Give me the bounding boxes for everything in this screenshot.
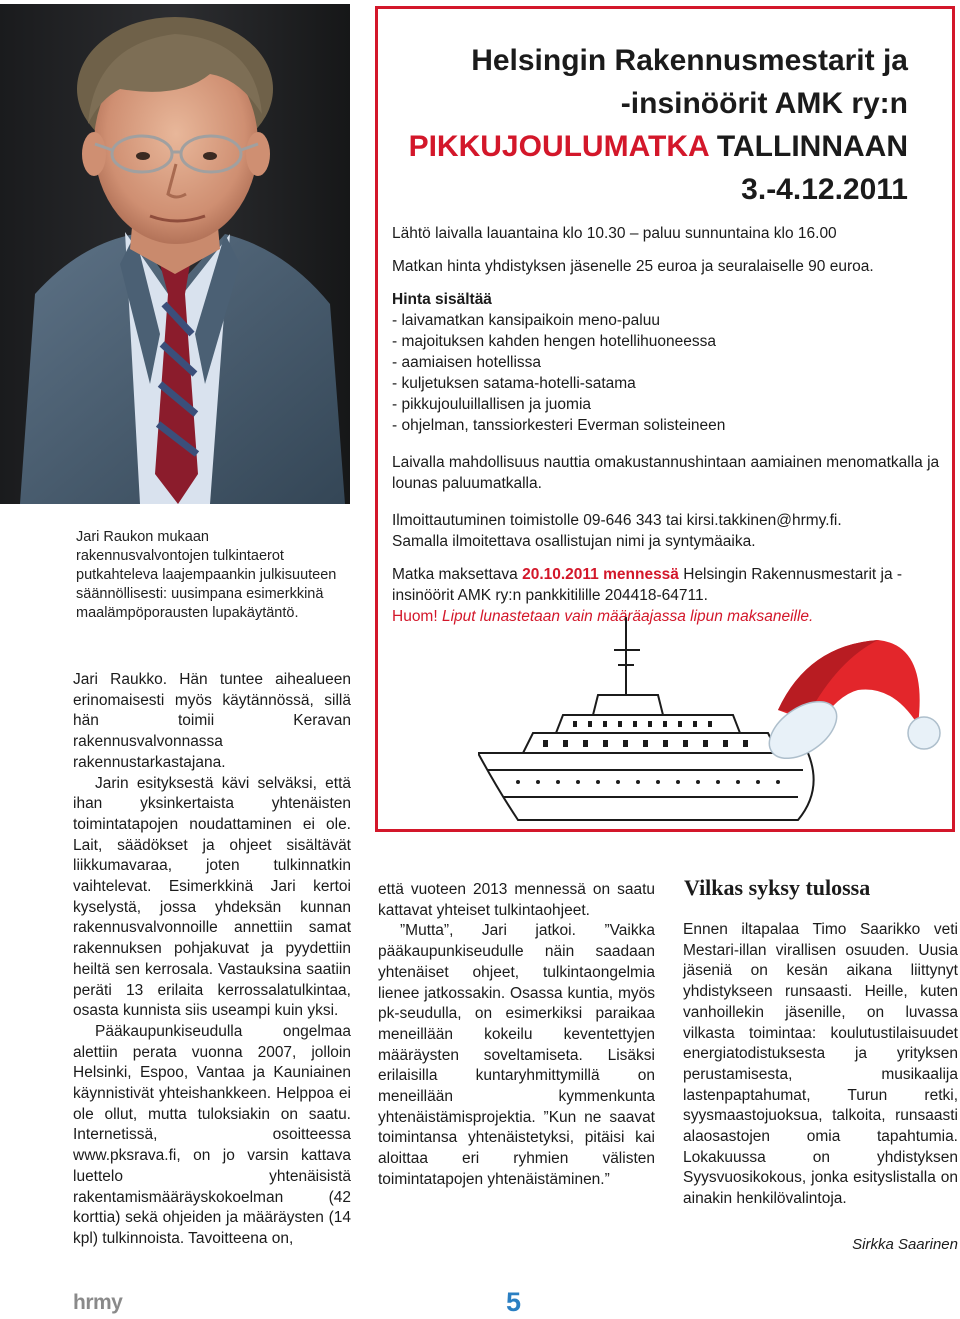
hrmy-logo: hrmy	[73, 1291, 123, 1314]
paragraph: Ennen iltapalaa Timo Saarikko veti Mestari-illan virallisen osuuden. Uusia jäseniä on kesän aikana liittynyt yhdistykseen runsaasti. Heille, kuten vanhoillekin jäsenille, on luvassa vilkasta toimintaa: koulutustilaisuudet energiatodistuksesta ja yrityksen perustamisesta, musikaalija lastenpaptahumat, Turun retki, syysmaastojuoksua, talkoita, runsaasti alaosastojen omia tapahtumia. Lokakuussa on yhdistyksen Syysvuosikokous, jonka esityslistalla on ainakin henkilövalintoja.	[683, 921, 958, 1208]
paragraph: Jarin esityksestä kävi selväksi, että ihan yksinkertaista yhtenäisten toimintatapojen noudattaminen ei ole. Lait, säädökset ja ohjeet sisältävät liikkumavaraa, joten tulkinnatkin vaihtelevat. Esimerkkinä Jari kertoi kyselystä, jossa yhdeksän kunnan rakennusvalvonnoille annettiin samat rakennuksen pohjakuvat ja pyydettiin heiltä sen kerrosala. Vastauksina saatiin peräti 13 erilaita kerrossalatulkintaa, osasta kunnista siis useampi kuin yksi.	[73, 774, 351, 1020]
santa-hat-illustration	[759, 640, 940, 770]
event-title	[378, 39, 908, 211]
paragraph: ”Mutta”, Jari jatkoi. ”Vaikka pääkaupunkiseudulle näin saadaan yhtenäiset ohjeet, tulkintaongelmia lienee jatkossakin. Osassa kuntia, myös pk-seudulla, on esimerkiksi paraikaa meneillään kokeilu keventettyjen määräysten soveltamiseta. Lisäksi erilaisilla kuntaryhmittymillä on meneillään kymmenkunta yhtenäistämisprojektia. ”Kun ne saavat toimintansa yhtenäistetyksi, pitäisi kai aloittaa eri ryhmien välisten toimintatapojen yhtenäistäminen.”	[378, 922, 655, 1188]
article-column-1	[73, 670, 351, 1250]
warning-note: Huom! Liput lunastetaan vain määräajassa lipun maksaneille.	[392, 608, 814, 625]
event-date: 3.-4.12.2011	[741, 173, 908, 206]
price-info: Matkan hinta yhdistyksen jäsenelle 25 euroa ja seuralaiselle 90 euroa.	[392, 258, 874, 275]
photo-caption: Jari Raukon mukaan rakennusvalvontojen tulkintaerot putkahteleva laajempaankin julkisuuteen säännöllisesti: uusimpana esimerkkinä maalämpöporausten lupakäytäntö.	[76, 529, 337, 621]
article-column-2	[378, 880, 655, 1191]
event-title-line3	[378, 125, 908, 168]
event-details	[392, 223, 947, 627]
portrait-illustration	[0, 4, 350, 504]
list-item: - kuljetuksen satama-hotelli-satama	[392, 375, 636, 392]
includes-list	[392, 310, 947, 436]
includes-heading: Hinta sisältää	[392, 291, 492, 308]
payment-info: Matka maksettava 20.10.2011 mennessä Helsingin Rakennusmestarit ja -insinöörit AMK ry:n pankkitilille 204418-64711.	[392, 566, 903, 604]
cruise-ship-illustration	[478, 615, 948, 830]
paragraph: Jari Raukko. Hän tuntee aihealueen erinomaisesti myös käytännössä, sillä hän toimii Keravan rakennusvalvonnassa rakennustarkastajana.	[73, 671, 351, 771]
payment-deadline: 20.10.2011 mennessä	[522, 566, 679, 583]
list-item: - majoituksen kahden hengen hotellihuoneessa	[392, 333, 717, 350]
list-item: - ohjelman, tanssiorkesteri Everman solisteineen	[392, 417, 726, 434]
event-title-line2: -insinöörit AMK ry:n	[620, 87, 908, 120]
paragraph: että vuoteen 2013 mennessä on saatu kattavat yhteiset tulkintaohjeet.	[378, 881, 655, 919]
article-column-3	[683, 920, 958, 1210]
paragraph: Pääkaupunkiseudulla ongelmaa alettiin perata vuonna 2007, jolloin Helsinki, Espoo, Vantaa ja Kauniainen käynnistivät yhteishankkeen. Helppoa ei ole ollut, mutta tuloksiakin on saatu. Internetissä, osoitteessa www.pksrava.fi, on jo varsin kattava luettelo yhtenäisistä rakentamismääräyskokoelman (42 korttia) sekä ohjeiden ja määräysten (14 kpl) tulkinnoista. Tavoitteena on,	[73, 1022, 351, 1247]
list-item: - aamiaisen hotellissa	[392, 354, 542, 371]
portrait-photo	[0, 4, 350, 504]
section-heading: Vilkas syksy tulossa	[684, 875, 871, 900]
event-announcement-box	[375, 6, 955, 832]
event-title-line1: Helsingin Rakennusmestarit ja	[471, 44, 908, 77]
list-item: - pikkujouluillallisen ja juomia	[392, 396, 592, 413]
event-title-highlight: PIKKUJOULUMATKA	[408, 130, 709, 163]
author-signature: Sirkka Saarinen	[852, 1236, 958, 1253]
meal-option: Laivalla mahdollisuus nauttia omakustannushintaan aamiainen menomatkalla ja lounas paluumatkalla.	[392, 454, 940, 492]
departure-info: Lähtö laivalla lauantaina klo 10.30 – paluu sunnuntaina klo 16.00	[392, 225, 837, 242]
registration-info: Ilmoittautuminen toimistolle 09-646 343 tai kirsi.takkinen@hrmy.fi.	[392, 512, 842, 529]
page-number: 5	[506, 1287, 522, 1317]
event-title-destination: TALLINNAAN	[708, 130, 908, 163]
registration-note: Samalla ilmoitettava osallistujan nimi ja syntymäaika.	[392, 533, 756, 550]
list-item: - laivamatkan kansipaikoin meno-paluu	[392, 312, 660, 329]
